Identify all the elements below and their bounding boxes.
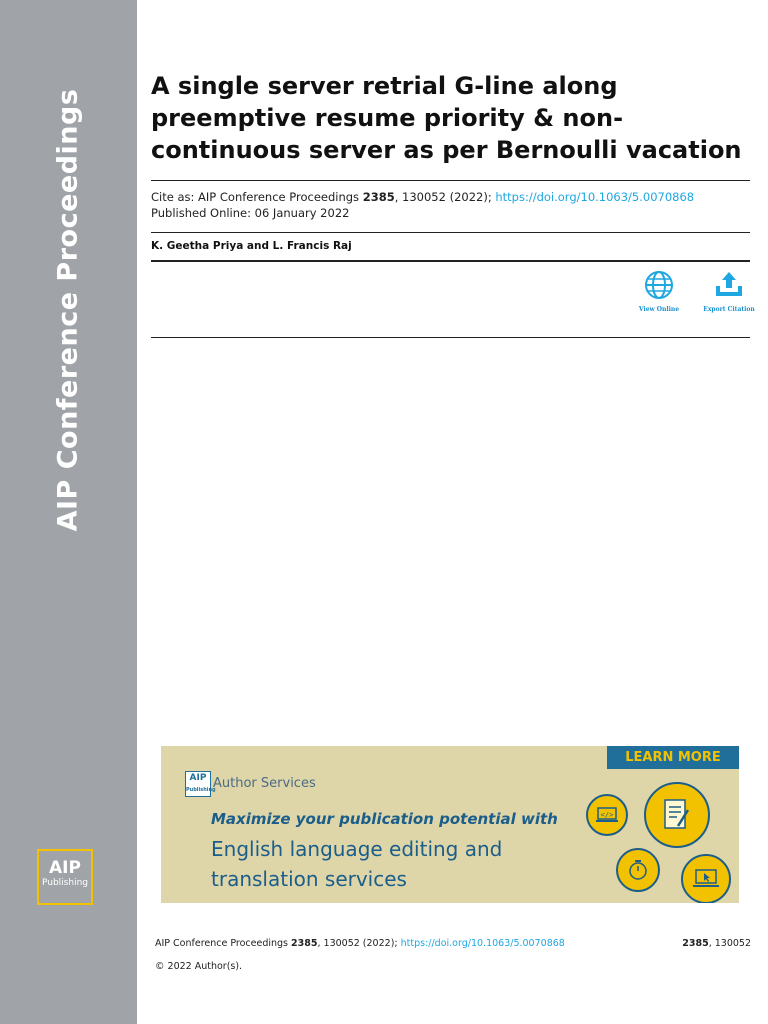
copyright: © 2022 Author(s). (155, 961, 243, 972)
banner-aip-logo (185, 771, 216, 797)
footer-suffix: , 130052 (2022); (317, 938, 401, 949)
headline-line-1: English language editing and (211, 837, 503, 861)
banner-tagline: Maximize your publication potential with (211, 810, 558, 828)
footer-page-ref (682, 938, 751, 949)
citation-block (151, 189, 751, 221)
divider (151, 180, 750, 181)
timer-icon (616, 848, 660, 892)
export-citation-button[interactable] (700, 270, 758, 313)
divider (151, 260, 750, 262)
cite-volume: 2385 (362, 190, 395, 204)
banner-logo-aip: AIP (189, 773, 207, 783)
headline-line-2: translation services (211, 867, 407, 891)
logo-text-aip: AIP (49, 858, 81, 878)
globe-icon (644, 270, 674, 300)
svg-text:</>: </> (600, 811, 614, 819)
banner-logo-publishing: Publishing (186, 787, 216, 793)
author-services-banner[interactable] (161, 746, 739, 903)
view-online-button[interactable] (632, 270, 686, 313)
citation-line (151, 189, 751, 205)
banner-headline (211, 834, 502, 894)
logo-text-publishing: Publishing (42, 878, 88, 888)
footer-right-volume: 2385 (682, 938, 709, 949)
cite-prefix: Cite as: AIP Conference Proceedings (151, 190, 363, 204)
export-icon (713, 270, 745, 300)
published-date: Published Online: 06 January 2022 (151, 206, 350, 220)
divider (151, 232, 750, 233)
author-services-label: Author Services (213, 776, 316, 791)
aip-publishing-logo[interactable] (37, 849, 93, 905)
divider (151, 337, 750, 338)
journal-title: AIP Conference Proceedings (52, 88, 84, 532)
export-citation-label: Export Citation (703, 306, 755, 313)
footer-citation (155, 938, 751, 949)
code-laptop-icon (586, 794, 628, 836)
doi-link[interactable]: https://doi.org/10.1063/5.0070868 (495, 190, 695, 204)
view-online-label: View Online (638, 306, 680, 313)
cite-suffix: , 130052 (2022); (394, 190, 496, 204)
footer-right-suffix: , 130052 (708, 938, 751, 949)
footer-volume: 2385 (291, 938, 318, 949)
document-edit-icon (644, 782, 710, 848)
cursor-laptop-icon (681, 854, 731, 903)
footer-journal: AIP Conference Proceedings (155, 938, 292, 949)
footer-doi-link[interactable]: https://doi.org/10.1063/5.0070868 (400, 938, 565, 949)
learn-more-button[interactable]: LEARN MORE (607, 746, 739, 769)
sidebar (0, 0, 137, 1024)
article-title: A single server retrial G-line along preemptive resume priority & non-continuous server as per Bernoulli vacation (151, 72, 742, 164)
authors: K. Geetha Priya and L. Francis Raj (151, 240, 352, 252)
